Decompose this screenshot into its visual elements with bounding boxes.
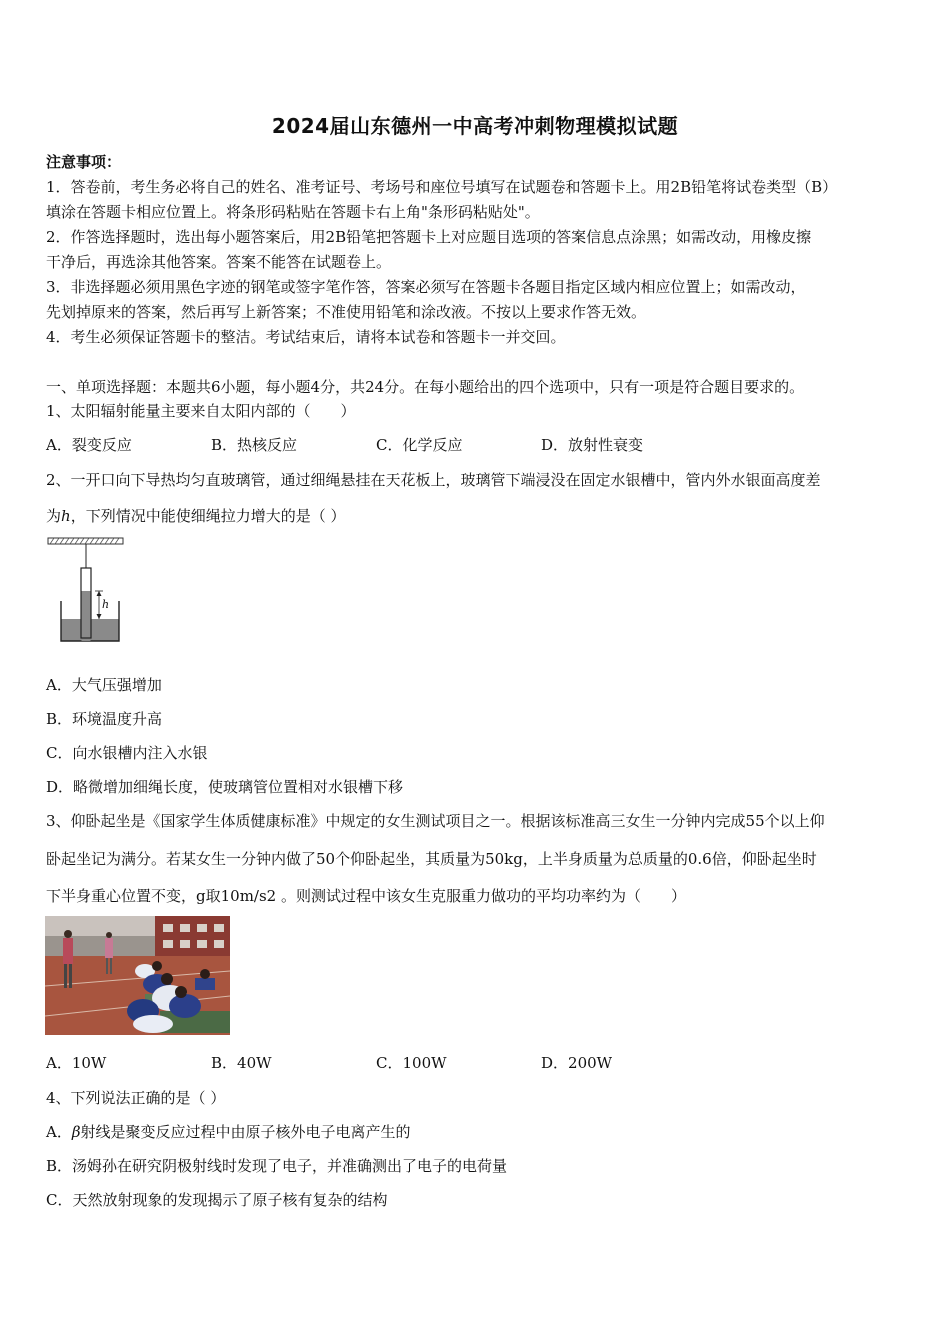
h-label: h	[102, 598, 110, 611]
tube-diagram	[46, 535, 126, 645]
question-1-options	[46, 435, 906, 455]
option-d: D．200W	[541, 1054, 613, 1072]
notice-line: 4．考生必须保证答题卡的整洁。考试结束后，请将本试卷和答题卡一并交回。	[46, 328, 566, 346]
variable-beta: β	[71, 1123, 81, 1141]
option-b: B．热核反应	[211, 436, 298, 454]
option-c: C．100W	[376, 1054, 447, 1072]
question-3-stem-line: 3、仰卧起坐是《国家学生体质健康标准》中规定的女生测试项目之一。根据该标准高三女生一分钟内完成55个以上仰	[46, 812, 825, 830]
question-2-stem-line: 2、一开口向下导热均匀直玻璃管，通过细绳悬挂在天花板上，玻璃管下端浸没在固定水银槽中，管内外水银面高度差	[46, 471, 821, 489]
situp-photo	[45, 916, 230, 1035]
page-title: 2024届山东德州一中高考冲刺物理模拟试题	[271, 114, 679, 138]
question-3-stem-line: 下半身重心位置不变，g取10m/s2 。则测试过程中该女生克服重力做功的平均功率约为（ ）	[46, 887, 686, 905]
notice-line: 2．作答选择题时，选出每小题答案后，用2B铅笔把答题卡上对应题目选项的答案信息点涂黑；如需改动，用橡皮擦	[46, 228, 812, 246]
question-4-option-c: C．天然放射现象的发现揭示了原子核有复杂的结构	[46, 1191, 388, 1209]
question-1-stem: 1、太阳辐射能量主要来自太阳内部的（ ）	[46, 402, 356, 420]
question-2-option-a: A．大气压强增加	[46, 676, 162, 694]
question-4-option-a: A．β射线是聚变反应过程中由原子核外电子电离产生的	[46, 1123, 411, 1141]
question-3-stem-line: 卧起坐记为满分。若某女生一分钟内做了50个仰卧起坐，其质量为50kg，上半身质量为总质量的0.6倍，仰卧起坐时	[46, 850, 817, 868]
notice-line: 填涂在答题卡相应位置上。将条形码粘贴在答题卡右上角"条形码粘贴处"。	[46, 203, 540, 221]
notice-heading: 注意事项：	[46, 153, 122, 171]
question-2-option-b: B．环境温度升高	[46, 710, 163, 728]
notice-line: 3．非选择题必须用黑色字迹的钢笔或签字笔作答，答案必须写在答题卡各题目指定区域内相应位置上；如需改动，	[46, 278, 806, 296]
option-a: A．10W	[46, 1054, 107, 1072]
notice-line: 干净后，再选涂其他答案。答案不能答在试题卷上。	[46, 253, 392, 271]
option-c: C．化学反应	[376, 436, 463, 454]
notice-line: 1．答卷前，考生务必将自己的姓名、准考证号、考场号和座位号填写在试题卷和答题卡上。用2B铅笔将试卷类型（B）	[46, 178, 838, 196]
question-4-stem: 4、下列说法正确的是（ ）	[46, 1089, 226, 1107]
option-a: A．裂变反应	[46, 436, 132, 454]
question-3-options	[46, 1053, 906, 1073]
question-2-stem-line: 为h，下列情况中能使细绳拉力增大的是（ ）	[46, 507, 346, 525]
notice-line: 先划掉原来的答案，然后再写上新答案；不准使用铅笔和涂改液。不按以上要求作答无效。	[46, 303, 647, 321]
section-heading: 一、单项选择题：本题共6小题，每小题4分，共24分。在每小题给出的四个选项中，只有一项是符合题目要求的。	[46, 378, 805, 396]
variable-h: h	[61, 507, 71, 525]
question-2-option-d: D．略微增加细绳长度，使玻璃管位置相对水银槽下移	[46, 778, 404, 796]
question-2-option-c: C．向水银槽内注入水银	[46, 744, 208, 762]
option-b: B．40W	[211, 1054, 272, 1072]
question-4-option-b: B．汤姆孙在研究阴极射线时发现了电子，并准确测出了电子的电荷量	[46, 1157, 508, 1175]
option-d: D．放射性衰变	[541, 436, 644, 454]
